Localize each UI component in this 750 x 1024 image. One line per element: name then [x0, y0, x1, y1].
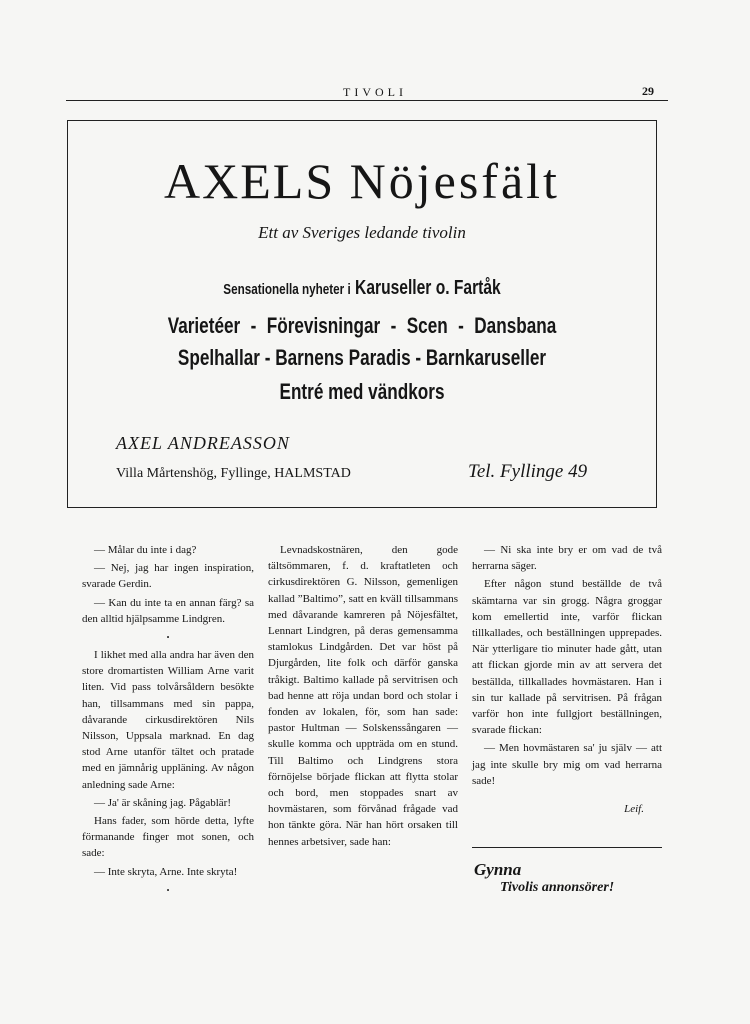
text-column-1 — [82, 542, 254, 900]
paragraph: — Men hovmästaren sa' ju själv — att jag inte skulle bry mig om vad herrarna sade! — [472, 742, 662, 787]
advertisement-box — [67, 120, 657, 508]
ad-line-novelties — [133, 277, 592, 300]
ad-separator: - — [250, 313, 257, 338]
ad-line-attractions — [133, 313, 592, 339]
signature: Leif. — [624, 803, 644, 816]
paragraph: Hans fader, som hörde detta, lyfte förmanande finger mot sonen, och sade: — [82, 815, 254, 860]
paragraph: — Målar du inte i dag? — [94, 544, 197, 556]
closing-rule — [472, 847, 662, 848]
ad-address: Villa Mårtenshög, Fyllinge, HALMSTAD — [116, 466, 351, 481]
ad-line-halls: Spelhallar - Barnens Paradis - Barnkaruseller — [177, 345, 547, 370]
ad-tagline: Ett av Sveriges ledande tivolin — [258, 223, 466, 242]
paragraph: — Inte skryta, Arne. Inte skryta! — [94, 865, 238, 878]
ad-line-entrance: Entré med vändkors — [279, 379, 445, 404]
closing-slogan-line-2: Tivolis annonsörer! — [500, 880, 615, 896]
ad-headline — [68, 151, 656, 211]
ad-attraction-item: Dansbana — [474, 313, 557, 338]
closing-slogan-line-1: Gynna — [474, 860, 522, 880]
ad-attraction-item: Varietéer — [167, 313, 241, 338]
header-rule — [66, 100, 668, 101]
running-title: TIVOLI — [343, 85, 407, 99]
ad-separator: - — [458, 313, 464, 338]
ad-headline-name: AXELS — [164, 153, 336, 209]
page-number: 29 — [642, 84, 654, 98]
ornament-dot: • — [166, 885, 170, 895]
ad-attraction-item: Förevisningar — [266, 313, 381, 338]
ad-phone: Tel. Fyllinge 49 — [468, 461, 588, 482]
paragraph: — Kan du inte ta en annan färg? sa den alltid hjälpsamme Lindgren. — [82, 596, 254, 625]
ad-headline-venue: Nöjesfält — [349, 153, 560, 209]
text-column-3 — [472, 542, 662, 897]
paragraph: Levnadskostnären, den gode tältsömmaren, f. d. kraftatleten och cirkusdirektören G. Nilsson, gemenligen kallad ”Baltimo”, satt en kväll tillsammans med dåvarande kamreren på Nöjesfältet, Lennart Lindgren, på deras gemensamma stamlokus Lindgården. Det var höst på Djurgården, lite folk och därför ganska tråkigt. Baltimo kallade på servitrisen och bad henne att röja undan bord och stolar i fonden av lokalen, för, som han sade: pastor Hultman — Solskenssångaren — skulle komma och uppträda om en stund. Till Baltimo och Lindgrens stora förnöjelse började flickan att flytta stolar och bord, men stoppades snart av hovmästaren, som förvånad frågade vad hon tänkte göra. När han hört orsaken till hennes arbetsiver, sade han: — [268, 544, 458, 848]
paragraph: — Nej, jag har ingen inspiration, svarade Gerdin. — [82, 562, 254, 591]
paragraph: Efter någon stund beställde de två skämtarna var sin grogg. Några groggar kom emellertid inte, varför flickan tillkallades, och beställningen upprepades. När ytterligare tio minuter hade gått, utan att flickan gjorde min av att servera det beställda, tillkallades hovmästaren. Han i sin tur kallade på servitrisen. På frågan varför hon inte fullgjort beställningen, svarade flickan: — [472, 578, 662, 737]
ad-novelties-prefix: Sensationella nyheter i — [223, 281, 351, 298]
ad-separator: - — [390, 313, 397, 338]
ad-attraction-item: Scen — [406, 313, 448, 338]
paragraph: — Ja' är skåning jag. Pågablär! — [94, 796, 231, 809]
ornament-dot: • — [166, 633, 170, 643]
ad-novelties-main: Karuseller o. Fartåk — [355, 277, 501, 299]
paragraph: I likhet med alla andra har även den store dromartisten William Arne varit liten. Vid pass tolvårsåldern besökte han, tillsammans med sin pappa, dåvarande cirkusdirektören Nils Nilsson, Uppsala marknad. En dag stod Arne utanför tältet och pratade med en jämnårig uppläning. Av någon anledning sade Arne: — [82, 649, 254, 791]
text-column-2 — [268, 542, 458, 850]
paragraph: — Ni ska inte bry er om vad de två herrarna säger. — [472, 544, 662, 573]
ad-owner: AXEL ANDREASSON — [116, 433, 290, 453]
